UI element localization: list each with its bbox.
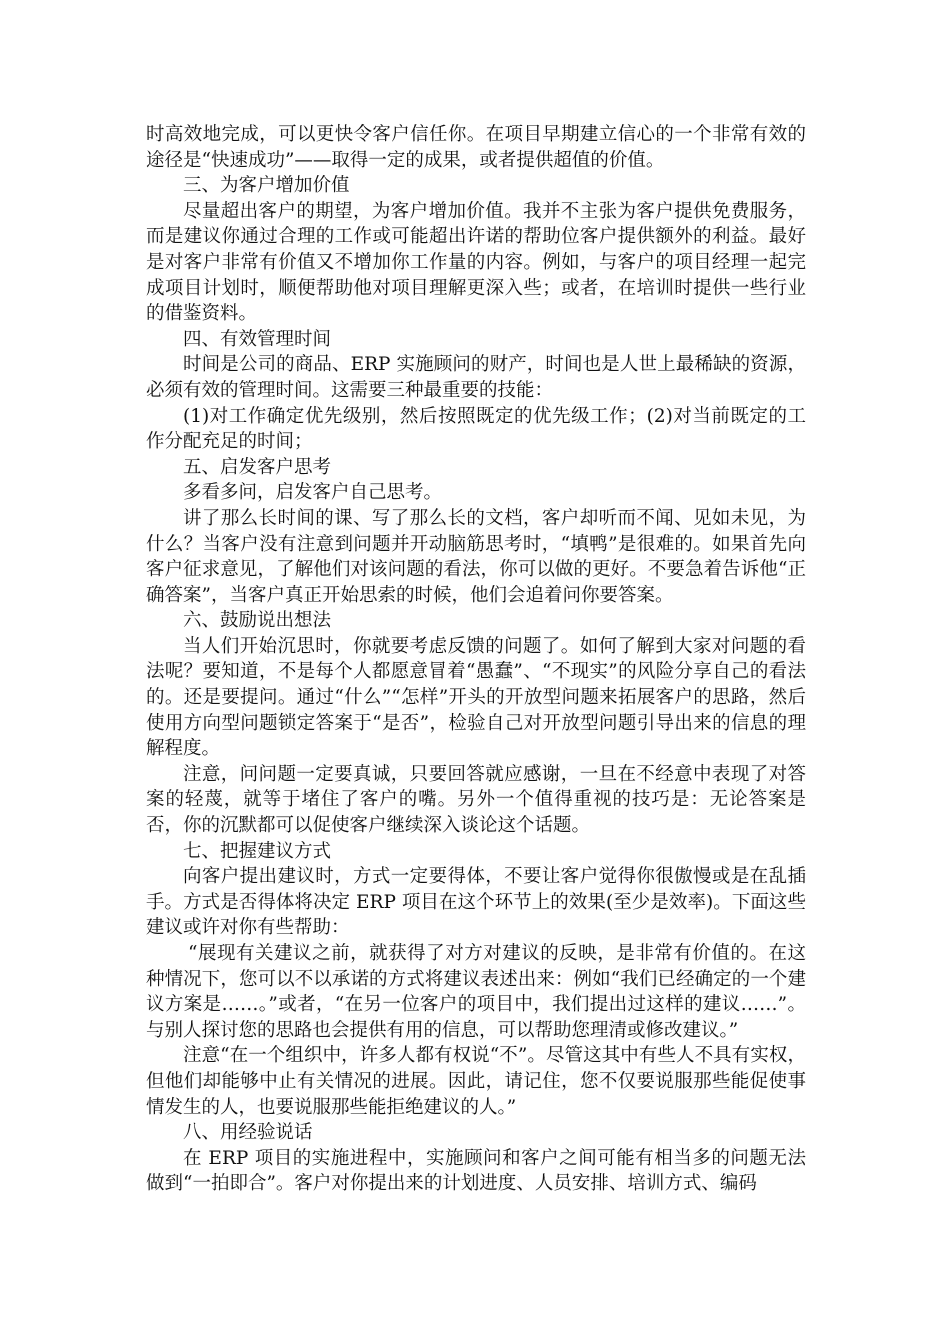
section-heading-6: 六、鼓励说出想法 <box>183 610 332 632</box>
paragraph-continuation: 时高效地完成，可以更快令客户信任你。在项目早期建立信心的一个非常有效的途径是“快速成功”——取得一定的成果，或者提供超值的价值。 <box>146 124 806 171</box>
paragraph: 时间是公司的商品、ERP 实施顾问的财产，时间也是人世上最稀缺的资源，必须有效的管理时间。这需要三种最重要的技能： <box>146 354 806 401</box>
paragraph: 多看多问，启发客户自己思考。 <box>183 482 443 504</box>
paragraph: 当人们开始沉思时，你就要考虑反馈的问题了。如何了解到大家对问题的看法呢？要知道，不是每个人都愿意冒着“愚蠢”、“不现实”的风险分享自己的看法的。还是要提问。通过“什么”“怎样”开头的开放型问题来拓展客户的思路，然后使用方向型问题锁定答案于“是否”，检验自己对开放型问题引导出来的信息的理解程度。 <box>146 635 806 760</box>
document-body <box>146 122 806 1197</box>
paragraph: 尽量超出客户的期望，为客户增加价值。我并不主张为客户提供免费服务，而是建议你通过合理的工作或可能超出许诺的帮助位客户提供额外的利益。最好是对客户非常有价值又不增加你工作量的内容。例如，与客户的项目经理一起完成项目计划时，顺便帮助他对项目理解更深入些；或者，在培训时提供一些行业的借鉴资料。 <box>146 200 806 325</box>
section-heading-8: 八、用经验说话 <box>183 1122 313 1144</box>
paragraph: 向客户提出建议时，方式一定要得体，不要让客户觉得你很傲慢或是在乱插手。方式是否得体将决定 ERP 项目在这个环节上的效果(至少是效率)。下面这些建议或许对你有些帮助： <box>146 866 806 939</box>
paragraph: 注意，问问题一定要真诚，只要回答就应感谢，一旦在不经意中表现了对答案的轻蔑，就等于堵住了客户的嘴。另外一个值得重视的技巧是：无论答案是否，你的沉默都可以促使客户继续深入谈论这个话题。 <box>146 763 806 837</box>
section-heading-3: 三、为客户增加价值 <box>183 175 350 197</box>
section-heading-4: 四、有效管理时间 <box>183 328 332 350</box>
paragraph: 注意“在一个组织中，许多人都有权说“不”。尽管这其中有些人不具有实权，但他们却能够中止有关情况的进展。因此，请记住，您不仅要说服那些能促使事情发生的人，也要说服那些能拒绝建议的人。” <box>146 1045 806 1118</box>
quote-paragraph: “展现有关建议之前，就获得了对方对建议的反映，是非常有价值的。在这种情况下，您可以不以承诺的方式将建议表述出来：例如“我们已经确定的一个建议方案是……。”或者，“在另一位客户的项目中，我们提出过这样的建议……”。与别人探讨您的思路也会提供有用的信息，可以帮助您理清或修改建议。” <box>146 943 806 1041</box>
section-heading-5: 五、启发客户思考 <box>183 456 332 478</box>
paragraph: 讲了那么长时间的课、写了那么长的文档，客户却听而不闻、见如未见，为什么？当客户没有注意到问题并开动脑筋思考时，“填鸭”是很难的。如果首先向客户征求意见，了解他们对该问题的看法，你可以做的更好。不要急着告诉他“正确答案”，当客户真正开始思索的时候，他们会追着问你要答案。 <box>146 507 806 606</box>
paragraph: 在 ERP 项目的实施进程中，实施顾问和客户之间可能有相当多的问题无法做到“一拍即合”。客户对你提出来的计划进度、人员安排、培训方式、编码 <box>146 1147 806 1195</box>
section-heading-7: 七、把握建议方式 <box>183 840 332 862</box>
paragraph: (1)对工作确定优先级别，然后按照既定的优先级工作；(2)对当前既定的工作分配充足的时间； <box>146 405 806 453</box>
